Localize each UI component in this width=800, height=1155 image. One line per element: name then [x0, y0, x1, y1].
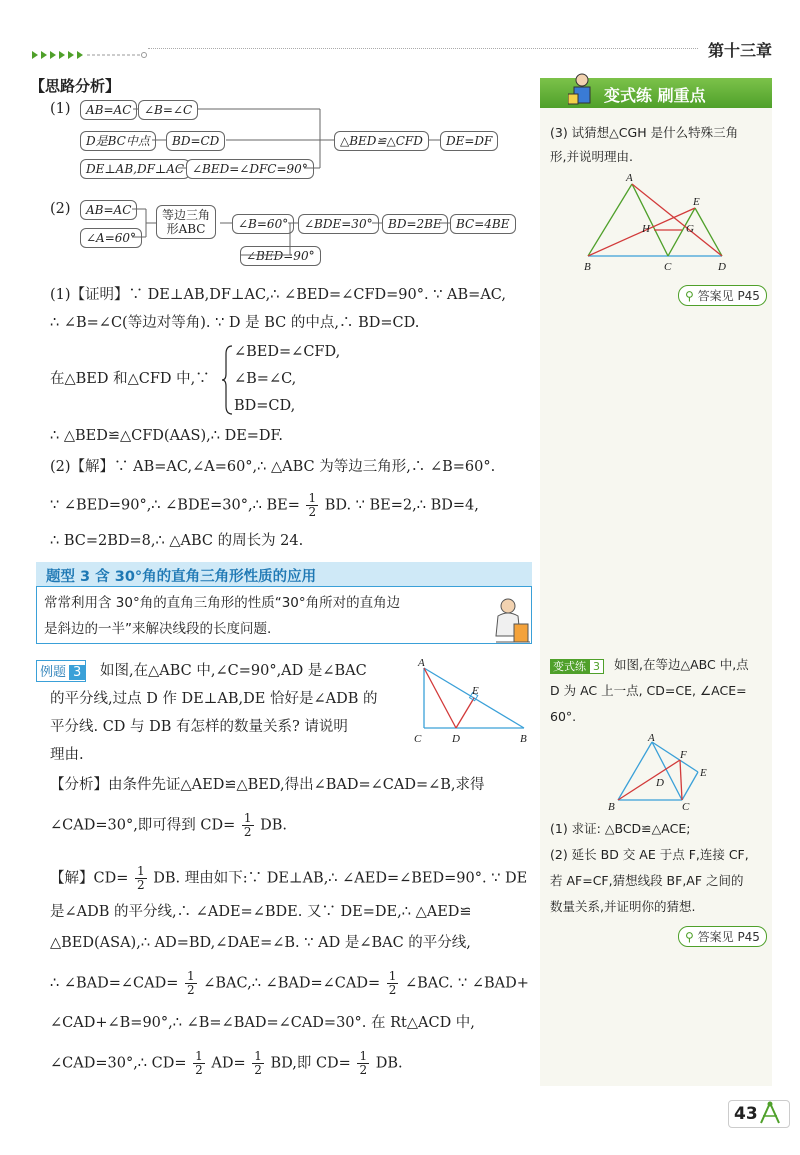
- solution-line-6: ∠CAD=30°,∴ CD= $\frac{1}{2}$ AD= $\frac{1}{2}$ BD,即 CD= $\frac{1}{2}$ DB.: [50, 1049, 403, 1077]
- fraction-half: $\frac{1}{2}$: [187, 969, 195, 997]
- variant3-q2-line-2: 若 AF=CF,猜想线段 BF,AF 之间的: [550, 873, 744, 888]
- fig1-label-g: G: [686, 223, 694, 235]
- answer-link-1[interactable]: ⚲ 答案见 P45: [678, 285, 767, 306]
- example-fig-label-b: B: [520, 733, 527, 745]
- variant3-q2-line-3: 数量关系,并证明你的猜想.: [550, 899, 696, 914]
- type3-title: 题型 3 含 30°角的直角三角形性质的应用: [46, 569, 317, 585]
- analysis-line-1: 【分析】由条件先证△AED≌△BED,得出∠BAD=∠CAD=∠B,求得: [50, 777, 485, 793]
- sidebar-figure-2: [604, 734, 714, 814]
- fig1-label-c: C: [664, 261, 672, 273]
- box-right-angles: ∠BED=∠DFC=90°: [186, 159, 314, 179]
- variant3-line-3: 60°.: [550, 709, 577, 724]
- fig1-label-b: B: [584, 261, 591, 273]
- proof-line-6: [50, 492, 479, 519]
- example-q-line-1: 如图,在△ABC 中,∠C=90°,AD 是∠BAC: [100, 663, 367, 679]
- fraction-half: $\frac{1}{2}$: [195, 1049, 203, 1077]
- fraction-half: $\frac{1}{2}$: [136, 864, 145, 892]
- system-line-1: ∠BED=∠CFD,: [234, 344, 341, 360]
- sidebar-q3-line-1: (3) 试猜想△CGH 是什么特殊三角: [550, 125, 739, 140]
- variant3-q1: (1) 求证: △BCD≌△ACE;: [550, 821, 691, 836]
- sidebar-title: 变式练 刷重点: [604, 86, 706, 105]
- proof-line-1: (1)【证明】∵ DE⊥AB,DF⊥AC,∴ ∠BED=∠CFD=90°. ∵ AB=AC,: [50, 287, 506, 303]
- system-line-2: ∠B=∠C,: [234, 371, 297, 387]
- fraction-half: $\frac{1}{2}$: [388, 969, 397, 997]
- box-perp: DE⊥AB,DF⊥AC: [80, 159, 190, 179]
- type3-desc-line-1: 常常利用含 30°角的直角三角形的性质“30°角所对的直角边: [44, 595, 401, 611]
- example-fig-label-c: C: [414, 733, 422, 745]
- analysis-p1-label: (1): [50, 101, 71, 117]
- type3-desc-line-2: 是斜边的一半”来解决线段的长度问题.: [44, 621, 272, 637]
- fraction-half: $\frac{1}{2}$: [243, 811, 252, 839]
- fig1-label-h: H: [642, 223, 650, 235]
- fig2-label-d: D: [656, 777, 664, 789]
- analysis-heading: 【思路分析】: [30, 77, 121, 95]
- fig1-label-d: D: [718, 261, 726, 273]
- solution-line-4: ∴ ∠BAD=∠CAD= $\frac{1}{2}$ ∠BAC,∴ ∠BAD=∠CAD= $\frac{1}{2}$ ∠BAC. ∵ ∠BAD+: [50, 969, 529, 997]
- variant3-q2-line-1: (2) 延长 BD 交 AE 于点 F,连接 CF,: [550, 847, 749, 862]
- example-tag-num: 3: [69, 665, 85, 680]
- chapter-title: 第十三章: [708, 41, 773, 60]
- proof-line-4: ∴ △BED≌△CFD(AAS),∴ DE=DF.: [50, 428, 283, 444]
- analysis-line-2: ∠CAD=30°,即可得到 CD= $\frac{1}{2}$ DB.: [50, 811, 288, 839]
- variant3-line-1: 如图,在等边△ABC 中,点: [614, 657, 749, 672]
- example-tag-label: 例题: [40, 665, 67, 680]
- box2-a-60: ∠A=60°: [80, 228, 142, 248]
- sidebar-q3-line-2: 形,并说明理由.: [550, 149, 633, 164]
- system-brace: [222, 344, 234, 416]
- solution-line-3: △BED(ASA),∴ AD=BD,∠DAE=∠B. ∵ AD 是∠BAC 的平分线,: [50, 935, 471, 951]
- compass-icon: [757, 1100, 783, 1126]
- fig1-label-e: E: [693, 196, 700, 208]
- variant3-tag: 变式练 3: [550, 658, 604, 674]
- solution-line-2: 是∠ADB 的平分线,∴ ∠ADE=∠BDE. 又∵ DE=DE,∴ △AED≌: [50, 904, 472, 920]
- key-icon: ⚲: [685, 930, 694, 944]
- box-ab-ac: AB=AC: [80, 100, 137, 120]
- example-q-line-4: 理由.: [50, 747, 84, 763]
- fraction-half: $\frac{1}{2}$: [254, 1049, 262, 1077]
- box-d-mid: D是BC中点: [80, 131, 156, 151]
- example-fig-label-e: E: [472, 685, 479, 697]
- key-icon: ⚲: [685, 289, 694, 303]
- analysis-p2-label: (2): [50, 201, 71, 217]
- fraction-half: $\frac{1}{2}$: [359, 1049, 368, 1077]
- example-tag: [36, 660, 86, 682]
- variant3-line-2: D 为 AC 上一点, CD=CE, ∠ACE=: [550, 683, 747, 698]
- fraction-half: $\frac{1}{2}$: [308, 491, 317, 519]
- sidebar-figure-1: [580, 170, 740, 274]
- example-figure: [412, 656, 538, 746]
- student-icon: [568, 72, 598, 108]
- box-b-c: ∠B=∠C: [138, 100, 198, 120]
- proof-line-6b: BD. ∵ BE=2,∴ BD=4,: [324, 497, 479, 514]
- fig2-label-c: C: [682, 801, 690, 813]
- analysis-p2-connectors: [0, 0, 540, 280]
- box2-bc-4be: BC=4BE: [450, 214, 516, 234]
- example-q-line-2: 的平分线,过点 D 作 DE⊥AB,DE 恰好是∠ADB 的: [50, 691, 378, 707]
- system-line-3: BD=CD,: [234, 398, 296, 414]
- box2-bd-2be: BD=2BE: [382, 214, 448, 234]
- example-q-line-3: 平分线. CD 与 DB 有怎样的数量关系? 请说明: [50, 719, 348, 735]
- box2-equilateral-line1: 等边三角: [162, 208, 211, 222]
- box2-bde-30: ∠BDE=30°: [298, 214, 379, 234]
- box-bd-cd: BD=CD: [166, 131, 225, 151]
- fig1-label-a: A: [626, 172, 633, 184]
- sidebar-header: [540, 78, 772, 108]
- solution-line-1: 【解】CD= $\frac{1}{2}$ DB. 理由如下:∵ DE⊥AB,∴ ∠AED=∠BED=90°. ∵ DE: [50, 864, 528, 892]
- proof-line-2: ∴ ∠B=∠C(等边对等角). ∵ D 是 BC 的中点,∴ BD=CD.: [50, 315, 420, 331]
- fig2-label-b: B: [608, 801, 615, 813]
- box-congruent: △BED≌△CFD: [334, 131, 429, 151]
- proof-line-5: (2)【解】∵ AB=AC,∠A=60°,∴ △ABC 为等边三角形,∴ ∠B=60°.: [50, 459, 496, 475]
- page-number: 43: [734, 1104, 758, 1124]
- box-de-df: DE=DF: [440, 131, 498, 151]
- box2-b-60: ∠B=60°: [232, 214, 294, 234]
- proof-line-6a: ∵ ∠BED=90°,∴ ∠BDE=30°,∴ BE=: [50, 497, 300, 514]
- box2-ab-ac: AB=AC: [80, 200, 137, 220]
- fig2-label-e: E: [700, 767, 707, 779]
- proof-line-3: 在△BED 和△CFD 中,∵: [50, 371, 210, 387]
- fig2-label-f: F: [680, 749, 687, 761]
- proof-line-7: ∴ BC=2BD=8,∴ △ABC 的周长为 24.: [50, 533, 304, 549]
- thinker-illustration-icon: [490, 596, 534, 646]
- answer-link-2[interactable]: ⚲ 答案见 P45: [678, 926, 767, 947]
- box2-equilateral-line2: 形ABC: [166, 222, 206, 236]
- example-fig-label-a: A: [418, 657, 425, 669]
- box2-bed-90: ∠BED=90°: [240, 246, 321, 266]
- solution-line-5: ∠CAD+∠B=90°,∴ ∠B=∠BAD=∠CAD=30°. 在 Rt△ACD 中,: [50, 1015, 475, 1031]
- fig2-label-a: A: [648, 734, 655, 744]
- example-fig-label-d: D: [452, 733, 460, 745]
